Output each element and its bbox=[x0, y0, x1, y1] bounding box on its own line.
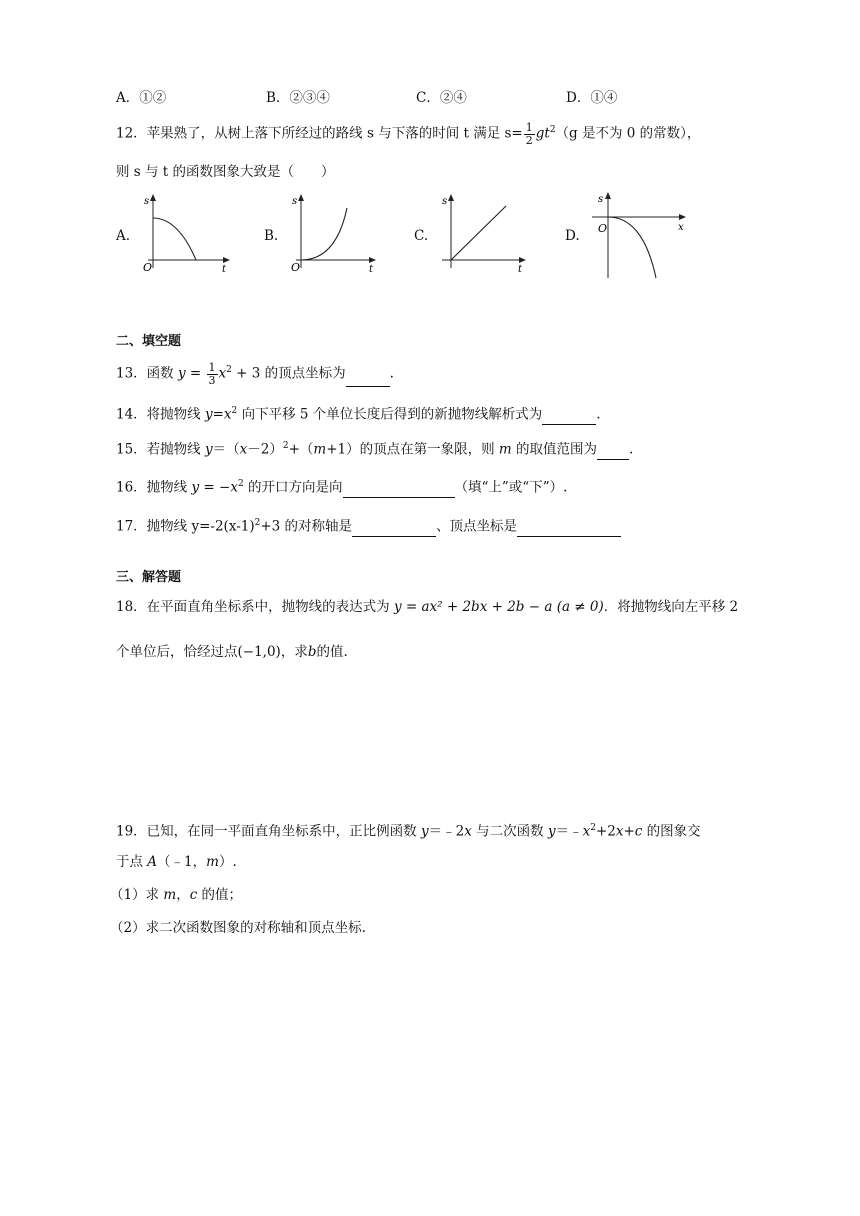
svg-text:t: t bbox=[222, 264, 227, 275]
q12-option-a-label: A. bbox=[116, 228, 131, 244]
q12-option-b-label: B. bbox=[264, 228, 279, 244]
q11-option-b: B．②③④ bbox=[266, 90, 330, 106]
svg-text:t: t bbox=[369, 264, 374, 275]
svg-text:x: x bbox=[678, 222, 684, 233]
graph-b bbox=[286, 190, 386, 276]
q12-line1: 12．苹果熟了，从树上落下所经过的路线 s 与下落的时间 t 满足 s= $\frac{1}{2}$ $gt^2(g$ 是不为 0 的常数）， bbox=[116, 120, 701, 147]
q11-option-c: C．②④ bbox=[416, 90, 467, 106]
q12-line2: 则 s 与 t 的函数图象大致是（ ） bbox=[116, 164, 335, 180]
svg-text:s: s bbox=[442, 196, 448, 207]
q18-line1: 18．在平面直角坐标系中，抛物线的表达式为 y = ax² + 2bx + 2b − a (a ≠ 0)．将抛物线向左平移 2 bbox=[116, 599, 739, 615]
svg-text:O: O bbox=[143, 261, 153, 274]
q19-part1: （1）求 m，c 的值； bbox=[110, 887, 243, 903]
svg-text:s: s bbox=[144, 196, 150, 207]
graph-d bbox=[588, 186, 692, 282]
q17-axis-blank[interactable] bbox=[352, 522, 436, 537]
q14-answer-blank[interactable] bbox=[542, 410, 596, 425]
graph-c bbox=[436, 190, 536, 276]
q14: 14．将抛物线 $y=x^2$ 向下平移 5 个单位长度后得到的新抛物线解析式为 . bbox=[116, 406, 601, 423]
q13-answer-blank[interactable] bbox=[346, 372, 390, 387]
q16-answer-blank[interactable] bbox=[343, 483, 455, 498]
q19-part2: （2）求二次函数图象的对称轴和顶点坐标. bbox=[110, 920, 366, 936]
q18-line2: 个单位后，恰经过点(−1,0)，求b的值. bbox=[116, 644, 348, 660]
q11-options bbox=[116, 86, 756, 106]
q12-fraction: $\frac{1}{2}$ bbox=[525, 120, 533, 147]
section-answer-heading: 三、解答题 bbox=[116, 570, 182, 585]
svg-text:O: O bbox=[291, 261, 301, 274]
section-fill-in-heading: 二、填空题 bbox=[116, 334, 182, 349]
q11-option-a: A．①② bbox=[116, 90, 167, 106]
q17: 17．抛物线 $y=-2(x-1)^2+3$ 的对称轴是 、顶点坐标是 bbox=[116, 513, 621, 537]
q12-option-d-label: D. bbox=[565, 228, 580, 244]
svg-text:s: s bbox=[292, 196, 298, 207]
q12-option-c-label: C. bbox=[414, 228, 429, 244]
q15: 15．若抛物线 $y=(x-2)^2+(m+1)$的顶点在第一象限，则 m 的取值范围为 . bbox=[116, 441, 634, 458]
svg-text:O: O bbox=[598, 222, 608, 235]
svg-text:s: s bbox=[598, 194, 604, 205]
q11-option-d: D．①④ bbox=[566, 90, 618, 106]
q13-fraction: $\frac{1}{3}$ bbox=[208, 360, 216, 387]
svg-text:t: t bbox=[518, 264, 523, 275]
q15-answer-blank[interactable] bbox=[597, 445, 629, 460]
q19-line2: 于点 A（﹣1，m）. bbox=[116, 854, 237, 870]
q17-vertex-blank[interactable] bbox=[517, 522, 621, 537]
graph-a bbox=[138, 190, 238, 276]
q13: 13．函数 y = $\frac{1}{3}$ $x^2 + 3$ 的顶点坐标为 . bbox=[116, 360, 394, 387]
q19-line1: 19．已知，在同一平面直角坐标系中，正比例函数 y＝﹣2x 与二次函数 $y=﹣x^2+2x+c$ 的图象交 bbox=[116, 823, 701, 840]
q16: 16．抛物线 $y = -x^2$ 的开口方向是向 （填“上”或“下”）. bbox=[116, 479, 568, 496]
